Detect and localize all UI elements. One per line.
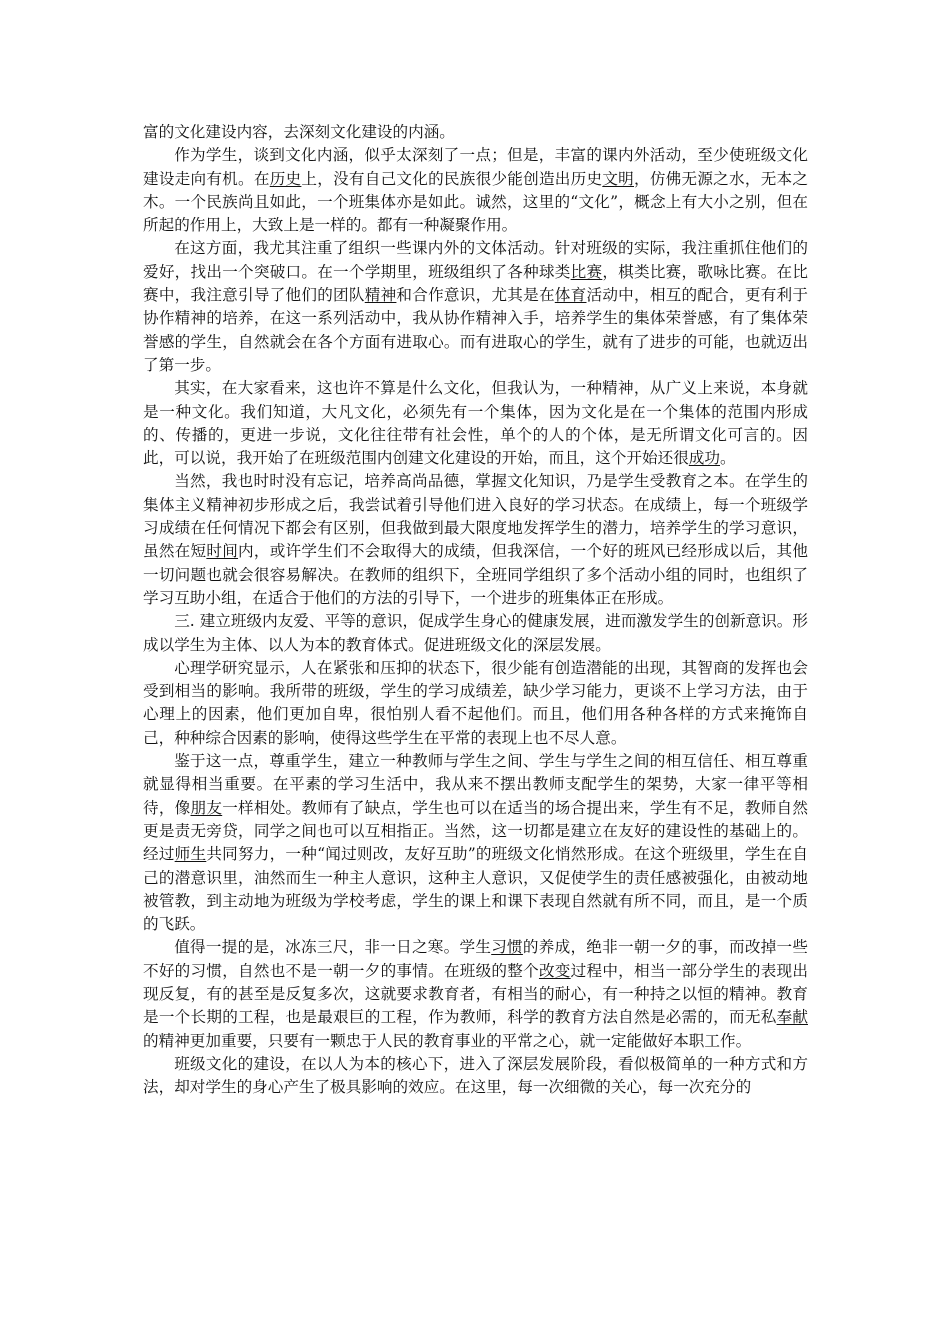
paragraph-text: 富的文化建设内容，去深刻文化建设的内涵。 bbox=[143, 123, 455, 141]
inline-link[interactable]: 奉献 bbox=[776, 1008, 808, 1027]
paragraph-text: 上，没有自己文化的民族很少能创造出历史 bbox=[301, 169, 603, 188]
paragraph-text: 鉴于这一点，尊重学生，建立一种教师与学生之间、学生与学生之间的相互信任、相互尊重就显得相当重要。在平素的学习生活中，我从来不摆出教师支配学生的架势，大家一律平等相待，像 bbox=[143, 752, 808, 817]
paragraph bbox=[143, 657, 808, 750]
paragraph-text: 当然，我也时时没有忘记，培养高尚品德，掌握文化知识，乃是学生受教育之本。在学生的集体主义精神初步形成之后，我尝试着引导他们进入良好的学习状态。在成绩上，每一个班级学习成绩在任何情况下都会有区别，但我做到最大限度地发挥学生的潜力，培养学生的学习意识，虽然在短 bbox=[143, 472, 808, 561]
paragraph-text: 活动中，相互的配合，更有利于协作精神的培养，在这一系列活动中，我从协作精神入手，培养学生的集体荣誉感，有了集体荣誉感的学生，自然就会在各个方面有进取心。而有进取心的学生，就有了进步的可能，也就迈出了第一步。 bbox=[143, 286, 808, 374]
paragraph-text: ，仿佛无源之水，无本之木。一个民族尚且如此，一个班集体亦是如此。诚然，这里的“文化”，概念上有大小之别，但在所起的作用上，大致上是一样的。都有一种凝聚作用。 bbox=[143, 169, 808, 235]
inline-link[interactable]: 文明 bbox=[602, 169, 634, 188]
paragraph-text: 共同努力，一种“闻过则改，友好互助”的班级文化悄然形成。在这个班级里，学生在自己的潜意识里，油然而生一种主人意识，这种主人意识，又促使学生的责任感被强化，由被动地被管教，到主动地为班级为学校考虑，学生的课上和课下表现自然就有所不同，而且，是一个质的飞跃。 bbox=[143, 845, 808, 934]
paragraph-text: 其实，在大家看来，这也许不算是什么文化，但我认为，一种精神，从广义上来说，本身就是一种文化。我们知道，大凡文化，必须先有一个集体，因为文化是在一个集体的范围内形成的、传播的，更进一步说，文化往往带有社会性，单个的人的个体，是无所谓文化可言的。因此，可以说，我开始了在班级范围内创建文化建设的开始，而且，这个开始还很 bbox=[143, 379, 808, 468]
paragraph bbox=[143, 237, 808, 377]
inline-link[interactable]: 精神 bbox=[364, 286, 397, 305]
paragraph bbox=[143, 144, 808, 237]
paragraph bbox=[143, 121, 808, 144]
paragraph-text: 值得一提的是，冰冻三尺，非一日之寒。学生 bbox=[174, 938, 492, 957]
paragraph-text: 内，或许学生们不会取得大的成绩，但我深信，一个好的班风已经形成以后，其他一切问题也就会很容易解决。在教师的组织下，全班同学组织了多个活动小组的同时，也组织了学习互助小组，在适合于他们的方法的引导下，一个进步的班集体正在形成。 bbox=[143, 542, 808, 607]
paragraph bbox=[143, 377, 808, 470]
paragraph-text: 三. 建立班级内友爱、平等的意识，促成学生身心的健康发展，进而激发学生的创新意识。形成以学生为主体、以人为本的教育体式。促进班级文化的深层发展。 bbox=[143, 612, 808, 654]
paragraph-text: 班级文化的建设，在以人为本的核心下，进入了深层发展阶段，看似极简单的一种方式和方法，却对学生的身心产生了极具影响的效应。在这里，每一次细微的关心，每一次充分的 bbox=[143, 1054, 808, 1097]
inline-link[interactable]: 习惯 bbox=[491, 938, 523, 957]
paragraph-text: 。 bbox=[720, 449, 736, 468]
paragraph-text: 过程中，相当一部分学生的表现出现反复，有的甚至是反复多次，这就要求教育者，有相当的耐心，有一种持之以恒的精神。教育是一个长期的工程，也是最艰巨的工程，作为教师，科学的教育方法自然是必需的，而无私 bbox=[143, 961, 808, 1027]
inline-link[interactable]: 时间 bbox=[206, 542, 239, 561]
paragraph-text: 和合作意识，尤其是在 bbox=[396, 286, 555, 305]
paragraph bbox=[143, 1053, 808, 1100]
paragraph-text: 作为学生，谈到文化内涵，似乎太深刻了一点；但是，丰富的课内外活动，至少使班级文化建设走向有机。在 bbox=[143, 146, 808, 188]
paragraph-text: 在这方面，我尤其注重了组织一些课内外的文体活动。针对班级的实际，我注重抓住他们的爱好，找出一个突破口。在一个学期里，班级组织了各种球类 bbox=[143, 239, 808, 281]
paragraph bbox=[143, 610, 808, 657]
paragraph-text: ，棋类比赛，歌咏比赛。在比赛中，我注意引导了他们的团队 bbox=[143, 262, 808, 305]
inline-link[interactable]: 成功 bbox=[688, 449, 720, 468]
inline-link[interactable]: 师生 bbox=[174, 845, 207, 864]
paragraph bbox=[143, 750, 808, 936]
inline-link[interactable]: 朋友 bbox=[190, 798, 223, 817]
paragraph bbox=[143, 470, 808, 610]
paragraph bbox=[143, 936, 808, 1052]
paragraph-text: 一样相处。教师有了缺点，学生也可以在适当的场合提出来，学生有不足，教师自然更是责无旁贷，同学之间也可以互相指正。当然，这一切都是建立在友好的建设性的基础上的。经过 bbox=[143, 798, 808, 864]
inline-link[interactable]: 改变 bbox=[538, 961, 571, 980]
paragraph-text: 的精神更加重要，只要有一颗忠于人民的教育事业的平常之心，就一定能做好本职工作。 bbox=[143, 1031, 752, 1050]
inline-link[interactable]: 体育 bbox=[554, 286, 587, 305]
paragraph-text: 的养成，绝非一朝一夕的事，而改掉一些不好的习惯，自然也不是一朝一夕的事情。在班级的整个 bbox=[143, 938, 808, 980]
document-body bbox=[143, 121, 808, 1099]
inline-link[interactable]: 历史 bbox=[269, 169, 302, 188]
paragraph-text: 心理学研究显示，人在紧张和压抑的状态下，很少能有创造潜能的出现，其智商的发挥也会受到相当的影响。我所带的班级，学生的学习成绩差，缺少学习能力，更谈不上学习方法，由于心理上的因素，他们更加自卑，很怕别人看不起他们。而且，他们用各种各样的方式来掩饰自己，种种综合因素的影响，使得这些学生在平常的表现上也不尽人意。 bbox=[143, 658, 808, 747]
inline-link[interactable]: 比赛 bbox=[570, 262, 603, 281]
